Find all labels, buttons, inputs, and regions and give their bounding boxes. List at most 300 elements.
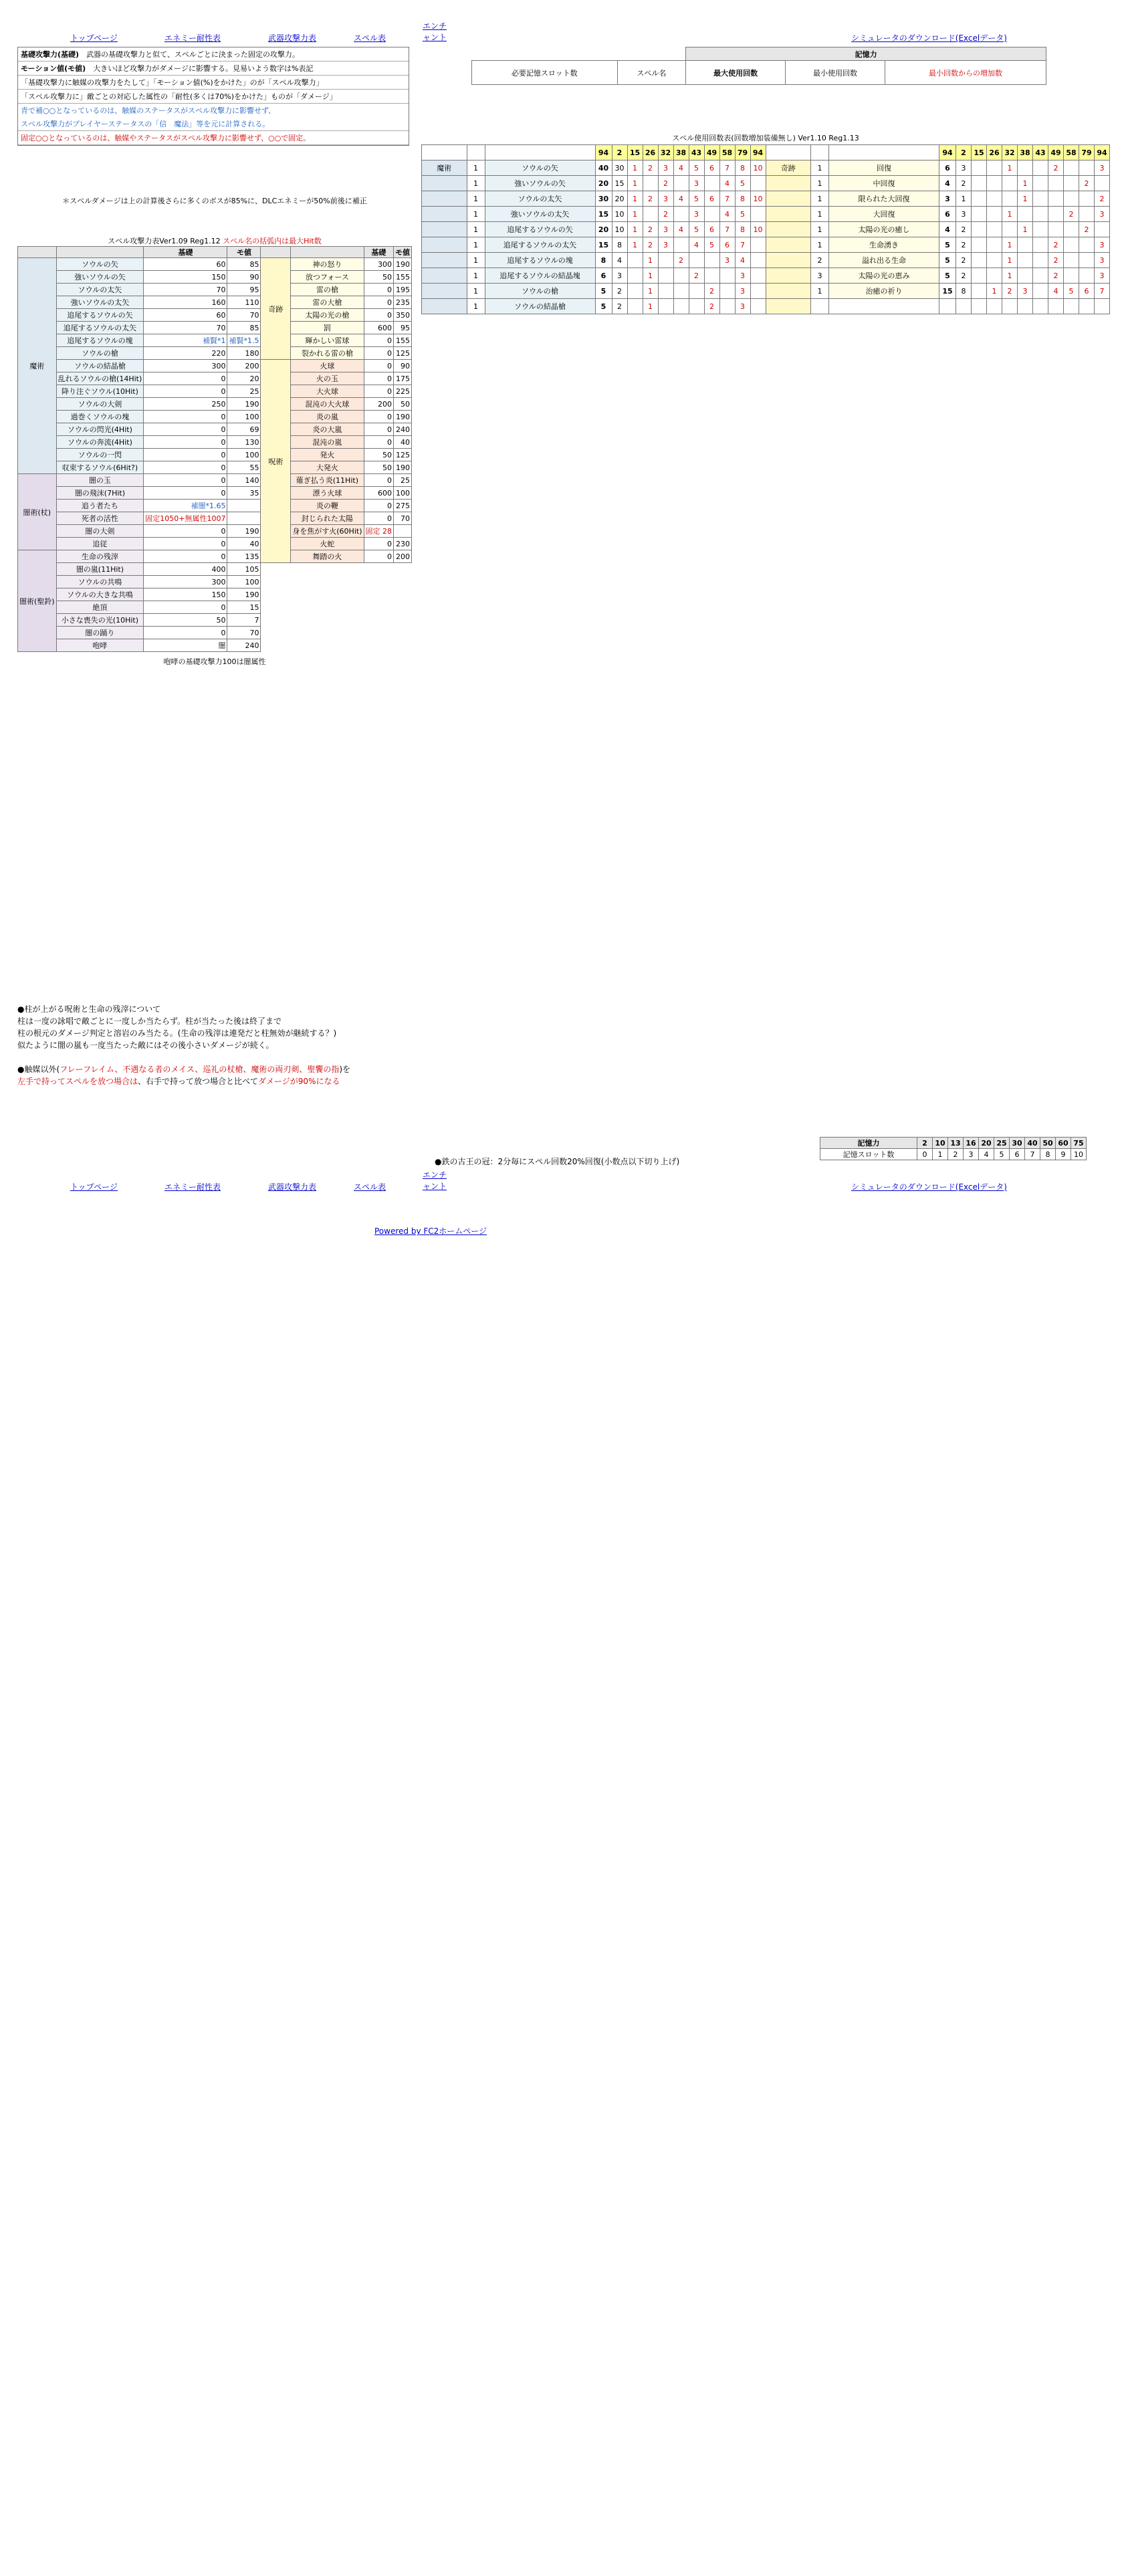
count-spell-name: 追尾するソウルの太矢 (485, 237, 595, 253)
spell-name: 裂かれる雷の槍 (291, 347, 364, 360)
count-value (673, 299, 689, 314)
count-spell-name: 生命湧き (829, 237, 939, 253)
count-value: 6 (704, 191, 719, 207)
count-value: 3 (956, 160, 972, 176)
spell-base: 250 (144, 398, 227, 411)
count-value: 2 (1048, 237, 1064, 253)
count-value: 4 (939, 222, 956, 237)
crown-note: ●鉄の古王の冠：2分毎にスペル回数20%回復(小数点以下切り上げ) (435, 1157, 680, 1166)
spell-motion: 155 (394, 334, 412, 347)
count-spell-name: 太陽の光の癒し (829, 222, 939, 237)
spell-attack-table (17, 246, 412, 667)
count-value: 2 (689, 268, 704, 284)
count-value (1048, 207, 1064, 222)
count-value: 2 (1079, 176, 1095, 191)
spell-base: 0 (144, 372, 227, 385)
spell-motion: 350 (394, 309, 412, 322)
spell-category: 闇術(杖) (18, 474, 57, 550)
spell-motion: 125 (394, 449, 412, 461)
count-value (1033, 176, 1048, 191)
table-row (422, 268, 1110, 284)
count-value: 10 (612, 207, 627, 222)
spell-base: 150 (144, 271, 227, 284)
table-row (18, 436, 412, 449)
spell-base: 0 (364, 385, 394, 398)
count-value: 2 (956, 268, 972, 284)
count-value: 5 (704, 237, 719, 253)
count-value (1033, 284, 1048, 299)
spell-base: 0 (364, 512, 394, 525)
count-value (972, 176, 987, 191)
nav-spell-link-bottom[interactable]: スペル表 (354, 1182, 386, 1192)
count-value: 4 (1048, 284, 1064, 299)
count-value: 5 (939, 268, 956, 284)
count-value (987, 176, 1002, 191)
count-value: 2 (956, 237, 972, 253)
count-value: 3 (735, 299, 750, 314)
spell-motion: 125 (394, 347, 412, 360)
nav-weapon-link[interactable]: 武器攻撃力表 (268, 33, 317, 43)
spell-name: 炎の鞭 (291, 500, 364, 512)
count-value: 2 (1048, 253, 1064, 268)
table-row (18, 372, 412, 385)
count-value (1095, 176, 1110, 191)
spell-motion: 140 (227, 474, 261, 487)
count-value (719, 284, 735, 299)
table-row (18, 322, 412, 334)
spell-base: 50 (364, 461, 394, 474)
count-value (1018, 268, 1033, 284)
count-category (422, 176, 467, 191)
spell-base: 70 (144, 284, 227, 296)
count-value (673, 207, 689, 222)
count-value: 1 (627, 160, 643, 176)
count-value: 2 (704, 284, 719, 299)
spell-table-title: スペル攻撃力表Ver1.09 Reg1.12 スペル名の括弧内は最大Hit数 (108, 237, 322, 245)
count-value (1033, 253, 1048, 268)
table-row (422, 284, 1110, 299)
count-value (1079, 268, 1095, 284)
spell-motion: 70 (227, 627, 261, 639)
count-value: 5 (939, 253, 956, 268)
count-value: 3 (612, 268, 627, 284)
spell-base: 0 (364, 347, 394, 360)
spell-motion: 90 (394, 360, 412, 372)
table-row (18, 461, 412, 474)
table-row (18, 258, 412, 271)
count-value (1079, 160, 1095, 176)
count-value (972, 268, 987, 284)
count-value (704, 207, 719, 222)
count-value (689, 253, 704, 268)
spell-base: 0 (364, 296, 394, 309)
spell-name: 身を焦がす火(60Hit) (291, 525, 364, 538)
nav-top-link[interactable]: トップページ (70, 33, 118, 43)
table-row (18, 296, 412, 309)
slots-header: 必要記憶スロット数 (472, 61, 618, 85)
table-row (422, 176, 1110, 191)
count-slot: 1 (467, 191, 485, 207)
table-row (18, 601, 412, 614)
nav-weapon-link-bottom[interactable]: 武器攻撃力表 (268, 1182, 317, 1192)
count-value (987, 253, 1002, 268)
count-spell-name: ソウルの結晶槍 (485, 299, 595, 314)
spell-name: 火球 (291, 360, 364, 372)
count-value: 7 (719, 191, 735, 207)
note-pillar-1: 柱は一度の詠唱で敵ごとに一度しか当たらず。柱が当たった後は終了まで (17, 1016, 282, 1026)
count-value: 15 (939, 284, 956, 299)
count-value (704, 253, 719, 268)
spell-name: ソウルの結晶槍 (56, 360, 144, 372)
count-value: 3 (735, 268, 750, 284)
spell-motion (394, 525, 412, 538)
spell-name: 大火球 (291, 385, 364, 398)
count-value: 8 (735, 191, 750, 207)
count-slot: 1 (811, 191, 829, 207)
count-value (1079, 207, 1095, 222)
spell-motion: 15 (227, 601, 261, 614)
spell-base: 0 (364, 284, 394, 296)
count-value (750, 237, 766, 253)
spell-name: 生命の残滓 (56, 550, 144, 563)
count-value (750, 176, 766, 191)
spell-name: 太陽の光の槍 (291, 309, 364, 322)
count-value (1033, 268, 1048, 284)
spell-base: 0 (364, 500, 394, 512)
spell-name: ソウルの共鳴 (56, 576, 144, 588)
memory-header-label: 記憶力 (686, 47, 1046, 61)
count-value: 1 (627, 191, 643, 207)
count-value (972, 191, 987, 207)
count-table-title: スペル使用回数表(回数増加装備無し) Ver1.10 Reg1.13 (672, 134, 859, 142)
count-value (673, 176, 689, 191)
count-value: 3 (658, 237, 673, 253)
count-spell-name: 追尾するソウルの塊 (485, 253, 595, 268)
memory-legend-table (820, 1137, 1087, 1160)
spell-base: 70 (144, 322, 227, 334)
spell-base: 0 (144, 627, 227, 639)
count-value (1048, 222, 1064, 237)
memory-legend-row: 記憶スロット数 0 1 2 3 4 5 6 7 8 9 10 (820, 1149, 1087, 1160)
count-value (704, 268, 719, 284)
nav-enchant-link-bottom[interactable]: エンチャント (423, 1170, 447, 1191)
nav-spell-link[interactable]: スペル表 (354, 33, 386, 43)
count-value: 3 (956, 207, 972, 222)
count-value (972, 284, 987, 299)
table-row (18, 627, 412, 639)
spell-base: 0 (144, 601, 227, 614)
table-row (18, 271, 412, 284)
count-spell-name: 治癒の祈り (829, 284, 939, 299)
note-red: 固定○○となっているのは、触媒やステータスがスペル攻撃力に影響せず、○○で固定。 (18, 131, 409, 145)
table-row (18, 423, 412, 436)
count-value: 6 (595, 268, 612, 284)
note-row-formula: 「基礎攻撃力に触媒の攻撃力をたして」「モーション値(%)をかけた」のが「スペル攻撃力」 (18, 76, 409, 90)
spell-base: 固定1050+無属性1007 (144, 512, 227, 525)
spell-table-footnote: 咆哮の基礎攻撃力100は闇属性 (163, 657, 266, 666)
spell-base: 0 (364, 538, 394, 550)
spell-motion: 235 (394, 296, 412, 309)
spell-motion: 100 (227, 411, 261, 423)
count-value: 30 (612, 160, 627, 176)
count-value: 2 (643, 237, 658, 253)
count-value: 20 (595, 222, 612, 237)
count-value (987, 191, 1002, 207)
table-row (18, 360, 412, 372)
note-pillar-title: ●柱が上がる呪術と生命の残滓について (17, 1004, 161, 1014)
nav-top-link-bottom[interactable]: トップページ (70, 1182, 118, 1192)
count-value: 2 (658, 176, 673, 191)
count-category (422, 207, 467, 222)
count-value: 3 (689, 176, 704, 191)
count-value: 2 (1002, 284, 1018, 299)
spell-base: 50 (144, 614, 227, 627)
spell-base: 0 (144, 525, 227, 538)
table-row (18, 614, 412, 627)
note-catalyst: ●触媒以外(フレーフレイム、不遇なる者のメイス、巡礼の杖槍、魔術の両刃剣、聖饗の指)を (17, 1065, 351, 1074)
spell-name: 放つフォース (291, 271, 364, 284)
bottom-nav (0, 1170, 1122, 1201)
count-slot: 2 (811, 253, 829, 268)
count-slot: 1 (467, 222, 485, 237)
spell-motion: 190 (394, 411, 412, 423)
count-value: 5 (1064, 284, 1079, 299)
count-spell-name: ソウルの槍 (485, 284, 595, 299)
spell-motion: 35 (227, 487, 261, 500)
spell-motion: 90 (227, 271, 261, 284)
note-row-damage: 「スペル攻撃力に」敵ごとの対応した属性の「耐性(多くは70%)をかけた」ものが「ダメージ」 (18, 90, 409, 104)
spell-base: 0 (144, 487, 227, 500)
spell-motion: 155 (394, 271, 412, 284)
count-spell-name: 大回復 (829, 207, 939, 222)
count-value: 1 (1002, 237, 1018, 253)
count-value (658, 253, 673, 268)
count-value: 3 (719, 253, 735, 268)
count-header: 94 2 15 26 32 38 43 49 58 79 94 94 2 15 26 32 38 43 49 58 79 94 (422, 145, 1110, 160)
table-row (18, 538, 412, 550)
count-value (673, 284, 689, 299)
count-value: 4 (719, 207, 735, 222)
count-value (1079, 237, 1095, 253)
count-value: 2 (1095, 191, 1110, 207)
spell-base: 600 (364, 487, 394, 500)
count-value: 5 (689, 222, 704, 237)
count-value: 1 (1002, 268, 1018, 284)
count-value: 4 (673, 222, 689, 237)
count-value: 7 (1095, 284, 1110, 299)
count-value (643, 176, 658, 191)
count-slot: 1 (811, 207, 829, 222)
spell-name: 追う者たち (56, 500, 144, 512)
memory-header-table (471, 47, 1046, 85)
count-value (1048, 191, 1064, 207)
spell-name: 絶頂 (56, 601, 144, 614)
count-value: 2 (612, 299, 627, 314)
count-value: 5 (689, 160, 704, 176)
nav-download-link-bottom[interactable]: シミュレータのダウンロード(Excelデータ) (851, 1182, 1007, 1192)
table-row (18, 525, 412, 538)
spell-motion: 70 (394, 512, 412, 525)
spell-base: 補賢*1 (144, 334, 227, 347)
spell-motion: 7 (227, 614, 261, 627)
table-row (18, 398, 412, 411)
spell-base: 補闇*1.65 (144, 500, 227, 512)
spell-name: 追尾するソウルの太矢 (56, 322, 144, 334)
spell-base: 300 (144, 576, 227, 588)
spell-motion (227, 500, 261, 512)
count-slot: 1 (467, 237, 485, 253)
count-value: 3 (658, 160, 673, 176)
spell-base: 160 (144, 296, 227, 309)
spell-base: 300 (364, 258, 394, 271)
count-value: 2 (956, 222, 972, 237)
count-value: 1 (627, 237, 643, 253)
spell-base: 300 (144, 360, 227, 372)
spell-base: 0 (144, 411, 227, 423)
count-value (1079, 253, 1095, 268)
nav-enemy-link-bottom[interactable]: エネミー耐性表 (164, 1182, 221, 1192)
count-value: 4 (673, 191, 689, 207)
count-value (627, 299, 643, 314)
spell-motion: 240 (227, 639, 261, 652)
note-row-base: 基礎攻撃力(基礎) 武器の基礎攻撃力と似て、スペルごとに決まった固定の攻撃力。 (18, 47, 409, 62)
spell-count-table (421, 144, 1110, 314)
count-value (1064, 176, 1079, 191)
count-value: 2 (612, 284, 627, 299)
powered-by-link[interactable]: Powered by FC2ホームページ (374, 1226, 487, 1236)
spell-name: 追従 (56, 538, 144, 550)
count-value: 1 (1018, 176, 1033, 191)
spell-name: 封じられた太陽 (291, 512, 364, 525)
spell-name: 追尾するソウルの矢 (56, 309, 144, 322)
spell-name: 咆哮 (56, 639, 144, 652)
count-value (750, 253, 766, 268)
count-value: 3 (939, 191, 956, 207)
spell-motion: 100 (227, 576, 261, 588)
count-value: 1 (987, 284, 1002, 299)
count-value: 1 (643, 268, 658, 284)
count-spell-name: ソウルの太矢 (485, 191, 595, 207)
count-value (704, 176, 719, 191)
count-value: 5 (735, 207, 750, 222)
count-value (1033, 207, 1048, 222)
spell-base: 150 (144, 588, 227, 601)
spell-name: 闇の飛沫(7Hit) (56, 487, 144, 500)
spell-motion: 100 (394, 487, 412, 500)
spell-name: ソウルの一閃 (56, 449, 144, 461)
spell-notes (17, 1003, 412, 1087)
count-category (766, 191, 811, 207)
spell-motion: 230 (394, 538, 412, 550)
count-grid (421, 144, 1110, 314)
count-value: 1 (1018, 191, 1033, 207)
spell-motion: 190 (227, 398, 261, 411)
count-value: 3 (735, 284, 750, 299)
count-value: 15 (595, 237, 612, 253)
count-value: 5 (595, 299, 612, 314)
count-value (1033, 237, 1048, 253)
count-spell-name: 中回復 (829, 176, 939, 191)
spell-motion: 40 (227, 538, 261, 550)
count-value: 3 (1095, 160, 1110, 176)
count-value (658, 284, 673, 299)
note-pillar-3: 似たように闇の嵐も一度当たった敵にはその後小さいダメージが続く。 (17, 1041, 274, 1050)
count-value: 20 (612, 191, 627, 207)
spell-motion (227, 512, 261, 525)
spell-name: 火の玉 (291, 372, 364, 385)
spell-name: 神の怒り (291, 258, 364, 271)
spell-category: 闇術(聖鈴) (18, 550, 57, 652)
spell-name: 過巻くソウルの塊 (56, 411, 144, 423)
count-value: 5 (689, 191, 704, 207)
count-value (1033, 191, 1048, 207)
spell-motion: 180 (227, 347, 261, 360)
spell-motion: 110 (227, 296, 261, 309)
count-spell-name: 追尾するソウルの結晶塊 (485, 268, 595, 284)
count-category (766, 207, 811, 222)
nav-enchant-link[interactable]: エンチャント (423, 21, 447, 42)
count-category (766, 299, 811, 314)
count-category: 魔術 (422, 160, 467, 176)
count-value: 8 (956, 284, 972, 299)
spell-base: 50 (364, 271, 394, 284)
count-value: 1 (643, 284, 658, 299)
count-category (766, 253, 811, 268)
count-slot: 1 (811, 222, 829, 237)
count-value: 1 (1002, 253, 1018, 268)
spell-base: 0 (144, 474, 227, 487)
count-value: 8 (612, 237, 627, 253)
spell-name: 乱れるソウルの槍(14Hit) (56, 372, 144, 385)
count-value: 5 (735, 176, 750, 191)
count-value: 8 (735, 160, 750, 176)
nav-enemy-link[interactable]: エネミー耐性表 (164, 33, 221, 43)
count-value: 1 (1002, 160, 1018, 176)
count-slot: 1 (811, 237, 829, 253)
count-slot: 1 (811, 176, 829, 191)
spell-name: 炎の嵐 (291, 411, 364, 423)
count-spell-name: 回復 (829, 160, 939, 176)
count-value (972, 237, 987, 253)
count-value: 1 (956, 191, 972, 207)
spell-motion: 55 (227, 461, 261, 474)
count-value (627, 268, 643, 284)
count-value: 10 (612, 222, 627, 237)
spell-base: 0 (364, 309, 394, 322)
count-value: 10 (750, 160, 766, 176)
count-value (750, 299, 766, 314)
count-value: 1 (1002, 207, 1018, 222)
table-row (18, 576, 412, 588)
spell-name: 輝かしい雷球 (291, 334, 364, 347)
spell-base: 0 (144, 423, 227, 436)
note-blue-2: スペル攻撃力がプレイヤーステータスの「信 魔法」等を元に計算される。 (18, 117, 409, 131)
max-count-header: 最大使用回数 (686, 61, 786, 85)
spell-base: 0 (364, 334, 394, 347)
nav-download-link[interactable]: シミュレータのダウンロード(Excelデータ) (851, 33, 1007, 43)
count-value: 2 (1048, 268, 1064, 284)
spell-motion: 190 (227, 588, 261, 601)
spell-name: ソウルの奔流(4Hit) (56, 436, 144, 449)
count-category (422, 253, 467, 268)
spell-base: 0 (144, 385, 227, 398)
count-value (987, 207, 1002, 222)
spell-name-header: スペル名 (617, 61, 686, 85)
spell-base: 60 (144, 309, 227, 322)
count-value: 5 (939, 237, 956, 253)
spell-motion: 25 (227, 385, 261, 398)
spell-base: 0 (144, 461, 227, 474)
